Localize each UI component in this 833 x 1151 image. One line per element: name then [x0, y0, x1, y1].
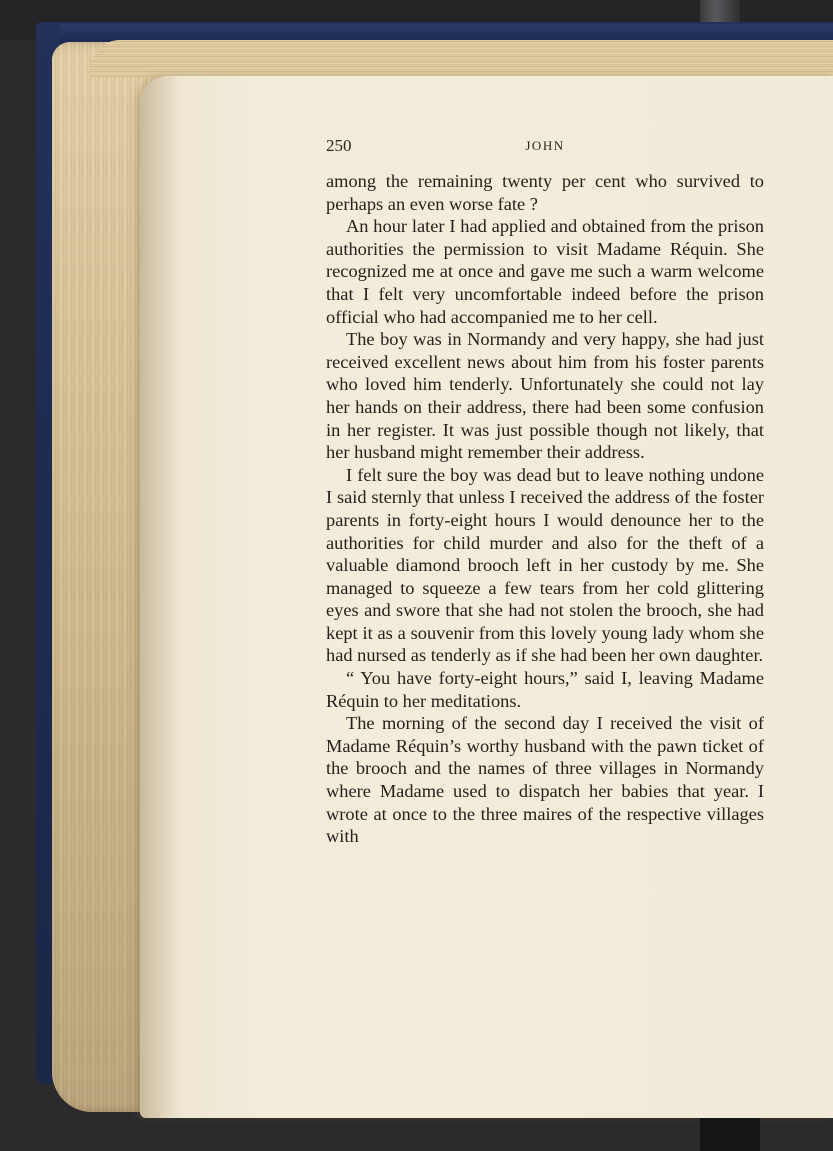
- gutter-shadow: [140, 76, 180, 1118]
- page-header: [326, 136, 764, 158]
- paragraph: An hour later I had applied and obtained from the prison authorities the permission to visit Madame Réquin. She recognized me at once and gave me such a warm welcome that I felt very uncomfortable indeed before the prison official who had accompanied me to her cell.: [326, 216, 764, 327]
- running-head: JOHN: [525, 138, 565, 153]
- paragraph: The morning of the second day I received the visit of Madame Réquin’s worthy husband with the pawn ticket of the brooch and the names of three villages in Normandy where Madame used to dispatch her babies that year. I wrote at once to the three maires of the respective villages with: [326, 713, 764, 847]
- paragraph: among the remaining twenty per cent who survived to perhaps an even worse fate ?: [326, 171, 764, 214]
- page-number: 250: [326, 136, 352, 155]
- page-text: [326, 170, 764, 848]
- page-edges-top: [90, 40, 833, 78]
- paragraph: “ You have forty-eight hours,” said I, leaving Madame Réquin to her meditations.: [326, 668, 764, 711]
- bottom-clip: [700, 1118, 760, 1151]
- paragraph: The boy was in Normandy and very happy, she had just received excellent news about him from his foster parents who loved him tenderly. Unfortunately she could not lay her hands on their address, there had been some confusion in her register. It was just possible though not likely, that her husband might remember their address.: [326, 329, 764, 463]
- paragraph: I felt sure the boy was dead but to leave nothing undone I said sternly that unless I received the address of the foster parents in forty-eight hours I would denounce her to the authorities for child murder and also for the theft of a valuable diamond brooch left in her custody by me. She managed to squeeze a few tears from her cold glittering eyes and swore that she had not stolen the brooch, she had kept it as a souvenir from this lovely young lady whom she had nursed as tenderly as if she had been her own daughter.: [326, 464, 764, 666]
